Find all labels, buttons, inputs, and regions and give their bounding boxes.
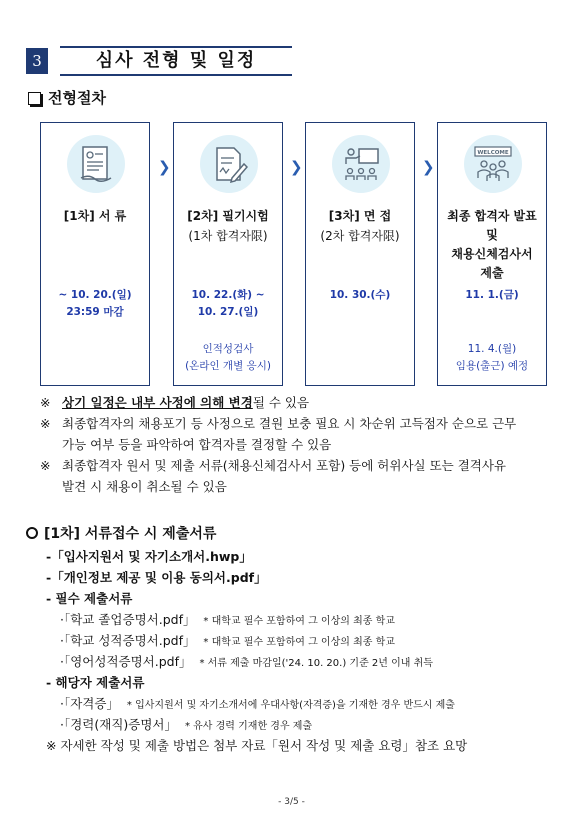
- note-schedule-change: [40, 392, 550, 413]
- presenter-interview-icon: [332, 135, 390, 193]
- card-title: [1차] 서 류: [63, 209, 127, 223]
- note-text: 가능 여부 등을 파악하여 합격자를 결정할 수 있음: [62, 437, 332, 452]
- process-card-final-announcement: [437, 122, 547, 386]
- section-title: 심사 전형 및 일정: [95, 50, 257, 71]
- doc-note: * 대학교 필수 포함하여 그 이상의 최종 학교: [203, 637, 395, 648]
- chevron-right-icon: ❯: [422, 158, 435, 176]
- welcome-people-icon: [464, 135, 522, 193]
- doc-item-privacy-consent: -「개인정보 제공 및 이용 동의서.pdf」: [46, 570, 267, 585]
- process-card-written-exam: [173, 122, 283, 386]
- note-mark: ※: [40, 395, 51, 410]
- required-doc-graduation: [60, 611, 395, 631]
- note-falsification-cont: [40, 476, 550, 497]
- card-extra-line2: (온라인 개별 응시): [185, 360, 271, 372]
- section-number: 3: [26, 48, 48, 74]
- card-title: [2차] 필기시험: [187, 209, 269, 223]
- checkbox-bullet-icon: [28, 92, 41, 105]
- exam-pencil-icon: [200, 135, 258, 193]
- card-date-line2: 10. 27.(일): [197, 306, 259, 318]
- section-title-rule-bottom: [60, 74, 292, 76]
- doc-name: ·「학교 성적증명서.pdf」: [60, 633, 196, 648]
- note-falsification: [40, 455, 550, 476]
- doc-name: ·「학교 졸업증명서.pdf」: [60, 612, 196, 627]
- required-doc-english: [60, 653, 433, 673]
- required-doc-transcript: [60, 632, 395, 652]
- applicable-doc-certificate: [60, 695, 455, 715]
- card-date: 10. 30.(수): [329, 289, 391, 301]
- welcome-sign-text: WELCOME: [477, 150, 509, 156]
- card-extra: 11. 4.(월): [467, 343, 517, 355]
- card-date: 10. 22.(화) ~: [191, 289, 265, 301]
- circle-bullet-icon: [26, 527, 38, 539]
- card-date-line2: 23:59 마감: [66, 306, 124, 318]
- note-text: 발견 시 채용이 취소될 수 있음: [62, 479, 227, 494]
- card-extra: 인적성검사: [202, 343, 254, 355]
- card-title-line4: 제출: [480, 266, 504, 280]
- note-text: 될 수 있음: [252, 395, 310, 410]
- card-title-line1: 최종 합격자 발표: [447, 209, 537, 223]
- note-text: 최종합격자의 채용포기 등 사정으로 결원 보충 필요 시 차순위 고득점자 순으로 근무: [62, 416, 517, 431]
- card-subtitle: (2차 합격자限): [320, 229, 400, 243]
- resume-document-icon: [67, 135, 125, 193]
- applicable-doc-career: [60, 716, 312, 736]
- doc-note: * 대학교 필수 포함하여 그 이상의 최종 학교: [203, 616, 395, 627]
- subheading: 전형절차: [48, 89, 106, 107]
- doc-note: * 입사지원서 및 자기소개서에 우대사항(자격증)을 기재한 경우 반드시 제출: [126, 700, 455, 711]
- doc-name: ·「영어성적증명서.pdf」: [60, 654, 192, 669]
- card-date: 11. 1.(금): [465, 289, 519, 301]
- card-extra-line2: 임용(출근) 예정: [455, 360, 529, 372]
- note-mark: ※: [40, 458, 51, 473]
- card-subtitle: (1차 합격자限): [188, 229, 268, 243]
- doc-name: ·「경력(재직)증명서」: [60, 717, 178, 732]
- documents-heading-text: [1차] 서류접수 시 제출서류: [44, 526, 217, 542]
- doc-note: * 유사 경력 기재한 경우 제출: [184, 721, 313, 732]
- card-title-line3: 채용신체검사서: [451, 247, 533, 261]
- card-date: ~ 10. 20.(일): [58, 289, 132, 301]
- page-number: - 3/5 -: [278, 797, 305, 807]
- chevron-right-icon: ❯: [158, 158, 171, 176]
- process-card-documents: [40, 122, 150, 386]
- process-card-interview: [305, 122, 415, 386]
- doc-item-application: -「입사지원서 및 자기소개서.hwp」: [46, 549, 252, 564]
- applicable-docs-label: - 해당자 제출서류: [46, 675, 145, 690]
- section-title-rule-top: [60, 46, 292, 48]
- doc-name: ·「자격증」: [60, 696, 119, 711]
- required-docs-label: - 필수 제출서류: [46, 591, 133, 606]
- note-text: 최종합격자 원서 및 제출 서류(채용신체검사서 포함) 등에 허위사실 또는 결격사유: [62, 458, 506, 473]
- note-vacancy-cont: [40, 434, 550, 455]
- card-title-line2: 및: [486, 228, 498, 242]
- chevron-right-icon: ❯: [290, 158, 303, 176]
- documents-heading: [26, 524, 216, 544]
- note-underlined: 상기 일정은 내부 사정에 의해 변경: [62, 395, 253, 410]
- card-title: [3차] 면 접: [328, 209, 392, 223]
- doc-note: * 서류 제출 마감일('24. 10. 20.) 기준 2년 이내 취득: [199, 658, 433, 669]
- note-mark: ※: [40, 416, 51, 431]
- note-vacancy: [40, 413, 550, 434]
- final-reference-note: ※ 자세한 작성 및 제출 방법은 첨부 자료「원서 작성 및 제출 요령」참조 요망: [46, 738, 468, 753]
